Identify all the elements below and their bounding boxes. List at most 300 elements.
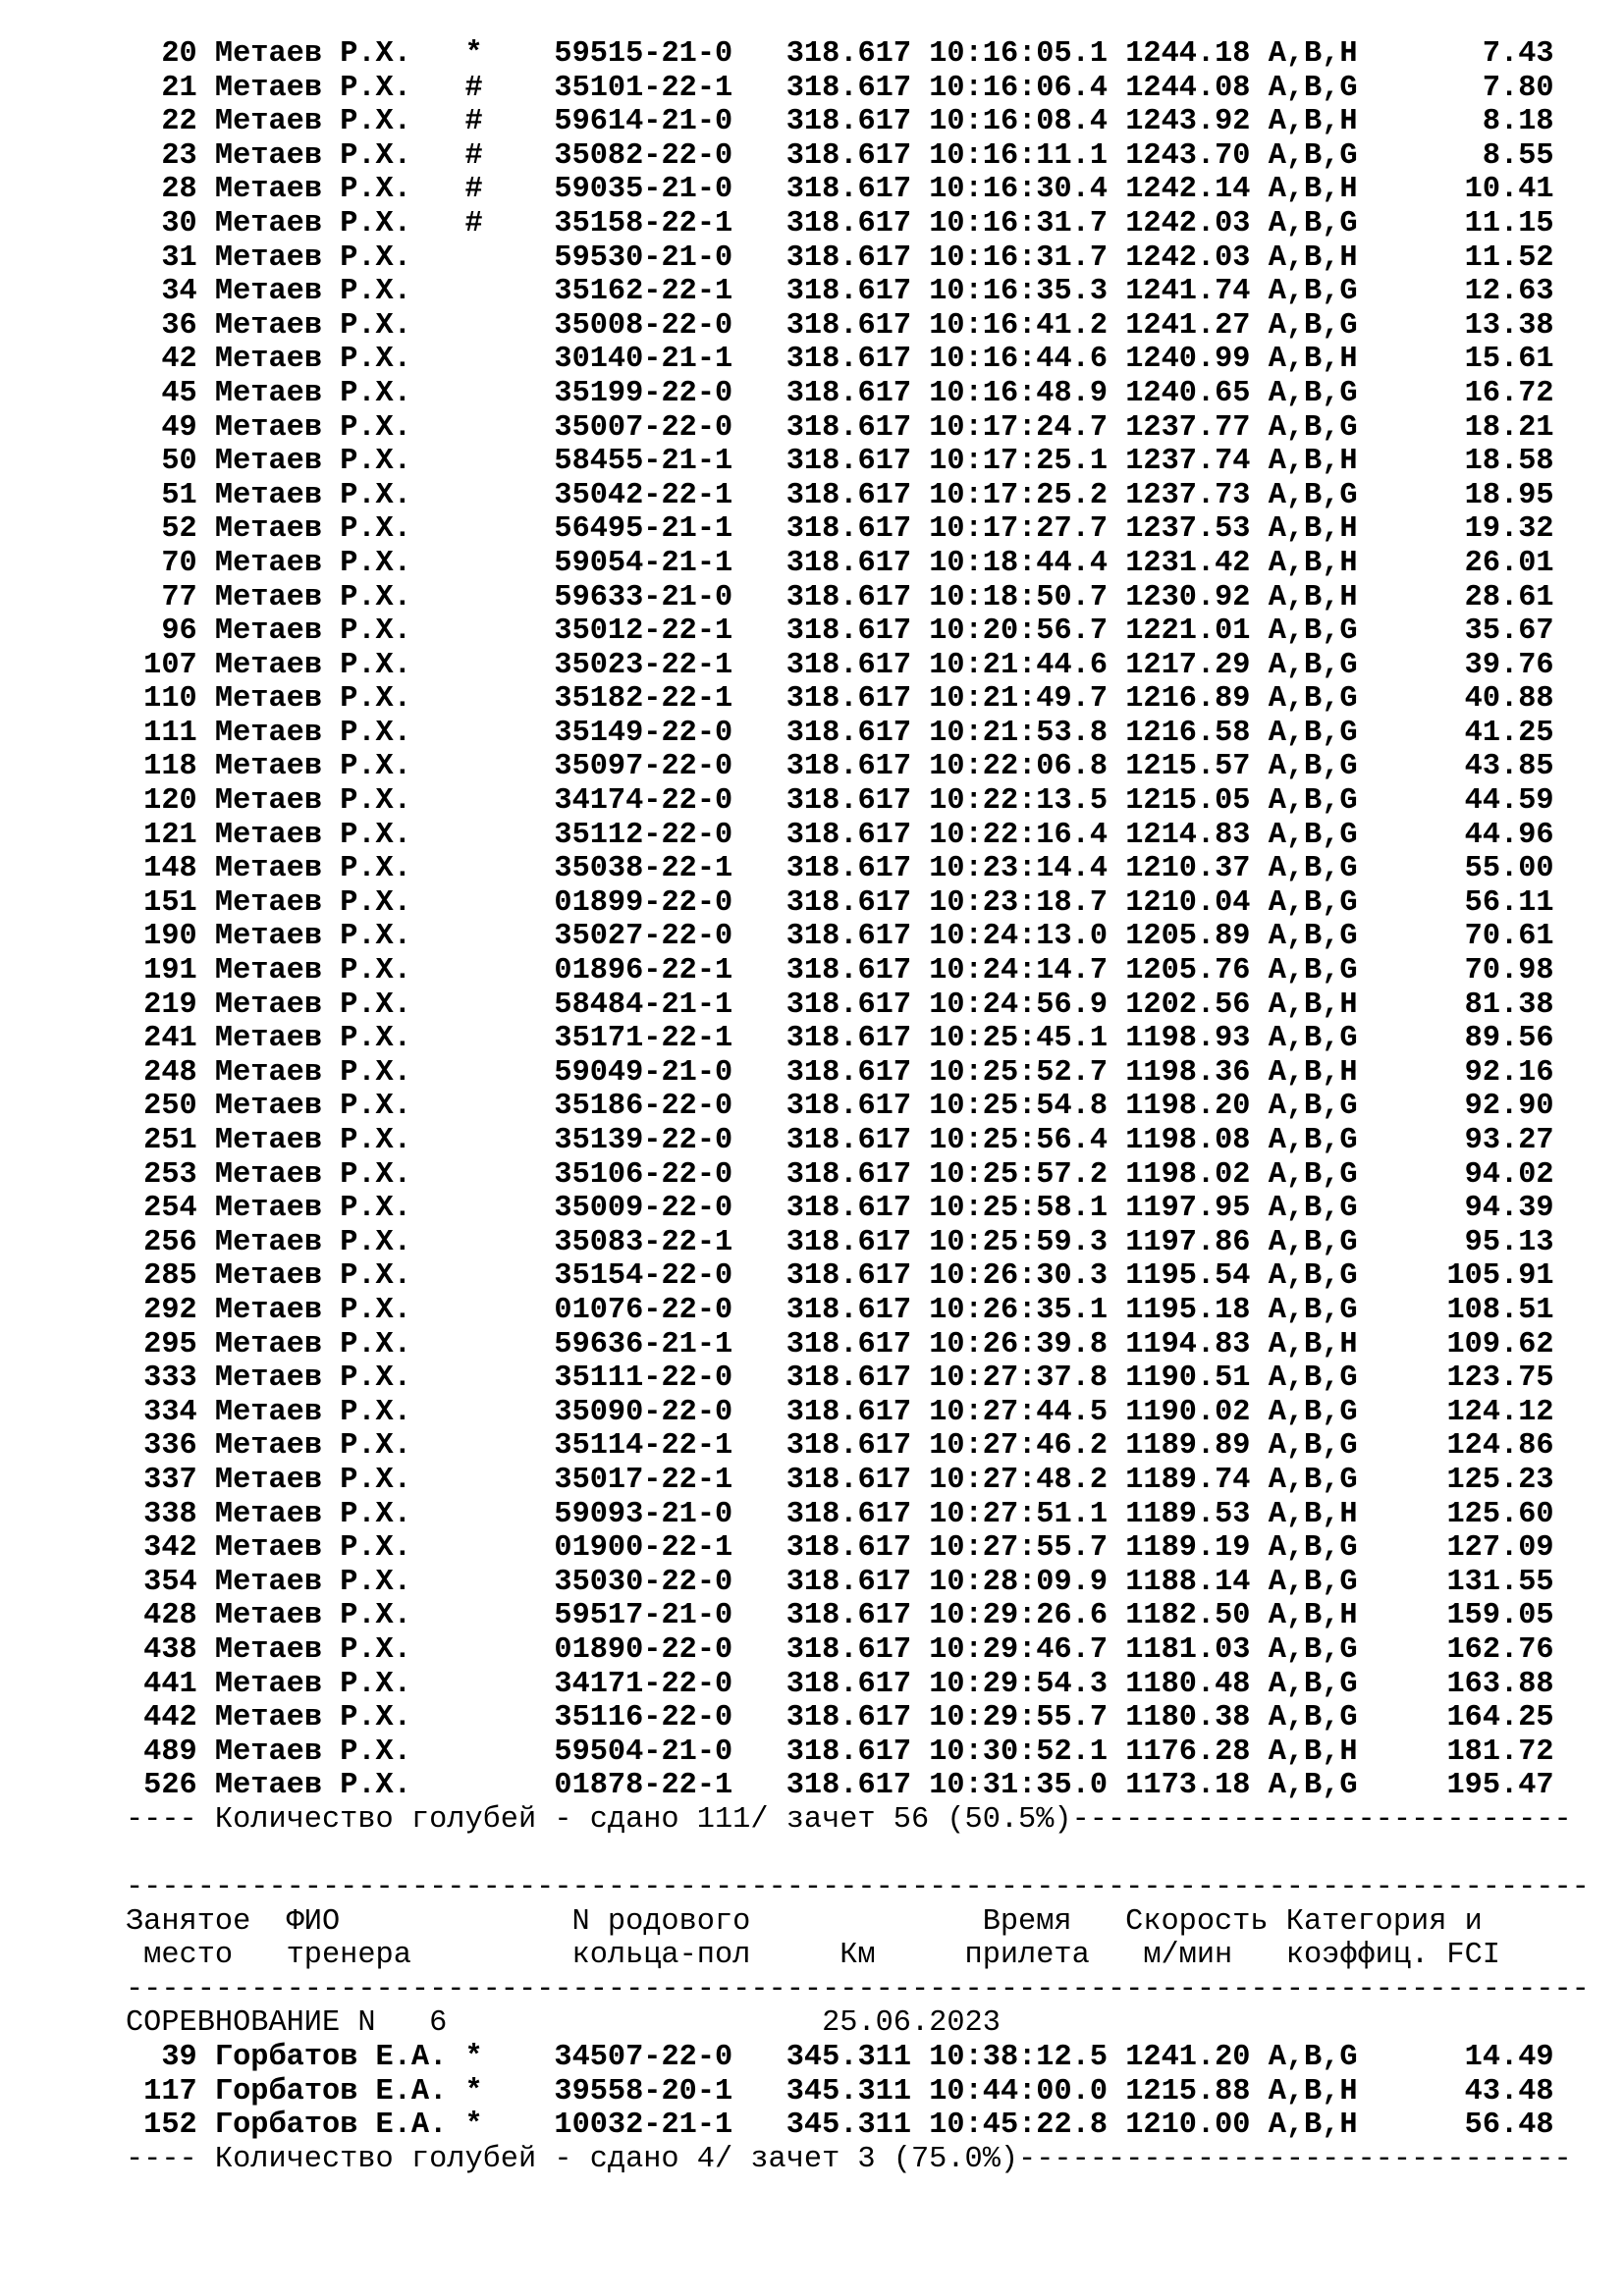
- speed-cell: 1237.53: [1125, 512, 1251, 547]
- name-cell: Метаев Р.Х.: [214, 105, 465, 139]
- result-row: [126, 581, 1598, 615]
- km-cell: 318.617: [785, 105, 912, 139]
- time-cell: 10:17:27.7: [929, 512, 1109, 547]
- place-cell: 77: [126, 580, 197, 614]
- fci-cell: 163.88: [1357, 1667, 1554, 1701]
- speed-cell: 1237.74: [1125, 445, 1251, 479]
- fci-cell: 70.61: [1357, 920, 1554, 954]
- name-cell: Метаев Р.Х.: [214, 138, 465, 173]
- mark-cell: [464, 886, 482, 920]
- speed-cell: 1205.89: [1125, 920, 1251, 954]
- time-cell: 10:21:44.6: [929, 648, 1109, 682]
- place-cell: 190: [126, 920, 197, 954]
- fci-cell: 93.27: [1357, 1124, 1554, 1157]
- category-cell: A,B,G: [1268, 2041, 1358, 2075]
- speed-cell: 1215.57: [1125, 750, 1251, 784]
- mark-cell: [464, 1192, 482, 1225]
- place-cell: 110: [126, 682, 197, 717]
- mark-cell: [464, 750, 482, 783]
- category-cell: A,B,G: [1268, 1259, 1358, 1294]
- time-cell: 10:17:25.1: [929, 445, 1109, 479]
- ring-cell: 56495-21-1: [554, 512, 733, 547]
- speed-cell: 1216.89: [1125, 682, 1251, 717]
- fci-cell: 10.41: [1357, 173, 1554, 207]
- time-cell: 10:22:06.8: [929, 750, 1109, 784]
- time-cell: 10:25:45.1: [929, 1022, 1109, 1056]
- result-row: [126, 1294, 1598, 1328]
- name-cell: Метаев Р.Х.: [214, 1055, 465, 1090]
- km-cell: 318.617: [785, 343, 912, 377]
- result-row: [126, 920, 1598, 954]
- time-cell: 10:25:54.8: [929, 1090, 1109, 1124]
- name-cell: Метаев Р.Х.: [214, 920, 465, 954]
- ring-cell: 34171-22-0: [554, 1667, 733, 1701]
- mark-cell: [464, 377, 482, 410]
- mark-cell: [464, 1769, 482, 1802]
- speed-cell: 1231.42: [1125, 546, 1251, 580]
- ring-cell: 35154-22-0: [554, 1259, 733, 1294]
- fci-cell: 16.72: [1357, 376, 1554, 410]
- time-cell: 10:17:25.2: [929, 478, 1109, 512]
- name-cell: Метаев Р.Х.: [214, 1192, 465, 1226]
- km-cell: 318.617: [785, 614, 912, 649]
- result-row: [126, 682, 1598, 717]
- mark-cell: #: [464, 173, 483, 207]
- ring-cell: 01896-22-1: [554, 954, 733, 988]
- name-cell: Метаев Р.Х.: [214, 343, 465, 377]
- result-row: [126, 1056, 1598, 1091]
- category-cell: A,B,G: [1268, 1632, 1358, 1667]
- time-cell: 10:23:18.7: [929, 885, 1109, 920]
- column-header-line2: место тренера кольца-пол Км прилета м/мин коэффиц. FCI: [126, 1939, 1500, 1973]
- time-cell: 10:26:35.1: [929, 1293, 1109, 1327]
- result-row: [126, 649, 1598, 683]
- speed-cell: 1243.70: [1125, 138, 1251, 173]
- mark-cell: [464, 512, 482, 546]
- mark-cell: [464, 682, 482, 716]
- speed-cell: 1202.56: [1125, 988, 1251, 1022]
- category-cell: A,B,G: [1268, 1463, 1358, 1497]
- km-cell: 318.617: [785, 71, 912, 105]
- km-cell: 318.617: [785, 1429, 912, 1464]
- result-row: [126, 445, 1598, 479]
- time-cell: 10:16:48.9: [929, 376, 1109, 410]
- mark-cell: #: [464, 71, 483, 105]
- speed-cell: 1181.03: [1125, 1632, 1251, 1667]
- results-document: [126, 37, 1598, 2176]
- time-cell: 10:27:51.1: [929, 1497, 1109, 1531]
- result-row: [126, 377, 1598, 411]
- place-cell: 31: [126, 240, 197, 275]
- km-cell: 318.617: [785, 1192, 912, 1226]
- category-cell: A,B,G: [1268, 1565, 1358, 1599]
- name-cell: Метаев Р.Х.: [214, 682, 465, 717]
- ring-cell: 39558-20-1: [554, 2074, 733, 2109]
- result-row: [126, 1158, 1598, 1193]
- place-cell: 52: [126, 512, 197, 547]
- category-cell: A,B,G: [1268, 1701, 1358, 1735]
- km-cell: 318.617: [785, 512, 912, 547]
- time-cell: 10:25:59.3: [929, 1225, 1109, 1259]
- name-cell: Метаев Р.Х.: [214, 580, 465, 614]
- mark-cell: [464, 819, 482, 852]
- speed-cell: 1180.48: [1125, 1667, 1251, 1701]
- km-cell: 345.311: [785, 2041, 912, 2075]
- fci-cell: 105.91: [1357, 1259, 1554, 1294]
- name-cell: Горбатов Е.А.: [214, 2109, 465, 2143]
- category-cell: A,B,H: [1268, 343, 1358, 377]
- category-cell: A,B,G: [1268, 1667, 1358, 1701]
- fci-cell: 19.32: [1357, 512, 1554, 547]
- speed-cell: 1230.92: [1125, 580, 1251, 614]
- fci-cell: 195.47: [1357, 1769, 1554, 1803]
- header-rule-bottom: ----------------------------------------------------------------------------------: [126, 1972, 1590, 2006]
- category-cell: A,B,G: [1268, 1362, 1358, 1396]
- fci-cell: 8.18: [1357, 105, 1554, 139]
- category-cell: A,B,G: [1268, 784, 1358, 819]
- speed-cell: 1176.28: [1125, 1735, 1251, 1769]
- speed-cell: 1216.58: [1125, 716, 1251, 750]
- mark-cell: #: [464, 138, 483, 173]
- km-cell: 318.617: [785, 1157, 912, 1192]
- ring-cell: 35082-22-0: [554, 138, 733, 173]
- mark-cell: [464, 954, 482, 988]
- name-cell: Метаев Р.Х.: [214, 614, 465, 649]
- fci-cell: 162.76: [1357, 1632, 1554, 1667]
- place-cell: 333: [126, 1362, 197, 1396]
- mark-cell: [464, 1633, 482, 1667]
- time-cell: 10:24:13.0: [929, 920, 1109, 954]
- speed-cell: 1188.14: [1125, 1565, 1251, 1599]
- fci-cell: 8.55: [1357, 138, 1554, 173]
- category-cell: A,B,H: [1268, 2074, 1358, 2109]
- place-cell: 34: [126, 275, 197, 309]
- km-cell: 318.617: [785, 1735, 912, 1769]
- place-cell: 51: [126, 478, 197, 512]
- result-row: [126, 1531, 1598, 1566]
- place-cell: 121: [126, 818, 197, 852]
- km-cell: 318.617: [785, 1293, 912, 1327]
- km-cell: 318.617: [785, 1055, 912, 1090]
- fci-cell: 108.51: [1357, 1293, 1554, 1327]
- speed-cell: 1198.20: [1125, 1090, 1251, 1124]
- competition-heading: [126, 2006, 1598, 2041]
- mark-cell: *: [464, 37, 483, 71]
- name-cell: Метаев Р.Х.: [214, 1157, 465, 1192]
- place-cell: 253: [126, 1157, 197, 1192]
- fci-cell: 95.13: [1357, 1225, 1554, 1259]
- speed-cell: 1189.19: [1125, 1531, 1251, 1566]
- ring-cell: 35186-22-0: [554, 1090, 733, 1124]
- ring-cell: 35114-22-1: [554, 1429, 733, 1464]
- mark-cell: [464, 1498, 482, 1531]
- km-cell: 318.617: [785, 920, 912, 954]
- category-cell: A,B,G: [1268, 852, 1358, 886]
- time-cell: 10:18:50.7: [929, 580, 1109, 614]
- km-cell: 318.617: [785, 784, 912, 819]
- name-cell: Метаев Р.Х.: [214, 1090, 465, 1124]
- speed-cell: 1244.18: [1125, 37, 1251, 71]
- section1-summary: ---- Количество голубей - сдано 111/ зачет 56 (50.5%)----------------------------: [126, 1802, 1572, 1837]
- category-cell: A,B,H: [1268, 546, 1358, 580]
- place-cell: 117: [126, 2074, 197, 2109]
- time-cell: 10:16:08.4: [929, 105, 1109, 139]
- category-cell: A,B,G: [1268, 1225, 1358, 1259]
- km-cell: 345.311: [785, 2109, 912, 2143]
- fci-cell: 92.90: [1357, 1090, 1554, 1124]
- name-cell: Горбатов Е.А.: [214, 2041, 465, 2075]
- fci-cell: 13.38: [1357, 308, 1554, 343]
- result-row: [126, 750, 1598, 784]
- result-row: [126, 72, 1598, 106]
- mark-cell: [464, 1735, 482, 1769]
- mark-cell: [464, 547, 482, 580]
- name-cell: Метаев Р.Х.: [214, 1293, 465, 1327]
- fci-cell: 55.00: [1357, 852, 1554, 886]
- speed-cell: 1237.77: [1125, 410, 1251, 445]
- fci-cell: 159.05: [1357, 1599, 1554, 1633]
- km-cell: 318.617: [785, 275, 912, 309]
- result-row: [126, 547, 1598, 581]
- place-cell: 285: [126, 1259, 197, 1294]
- mark-cell: [464, 1668, 482, 1701]
- name-cell: Метаев Р.Х.: [214, 852, 465, 886]
- ring-cell: 34507-22-0: [554, 2041, 733, 2075]
- name-cell: Метаев Р.Х.: [214, 818, 465, 852]
- name-cell: Метаев Р.Х.: [214, 173, 465, 207]
- speed-cell: 1205.76: [1125, 954, 1251, 988]
- speed-cell: 1221.01: [1125, 614, 1251, 649]
- fci-cell: 123.75: [1357, 1362, 1554, 1396]
- result-row: [126, 2041, 1598, 2075]
- result-row: [126, 1090, 1598, 1124]
- km-cell: 318.617: [785, 1395, 912, 1429]
- place-cell: 22: [126, 105, 197, 139]
- ring-cell: 35139-22-0: [554, 1124, 733, 1157]
- category-cell: A,B,H: [1268, 105, 1358, 139]
- result-row: [126, 1735, 1598, 1770]
- place-cell: 30: [126, 206, 197, 240]
- place-cell: 148: [126, 852, 197, 886]
- result-row: [126, 1633, 1598, 1668]
- mark-cell: [464, 1056, 482, 1090]
- time-cell: 10:16:30.4: [929, 173, 1109, 207]
- km-cell: 318.617: [785, 954, 912, 988]
- name-cell: Горбатов Е.А.: [214, 2074, 465, 2109]
- ring-cell: 59530-21-0: [554, 240, 733, 275]
- km-cell: 318.617: [785, 1497, 912, 1531]
- speed-cell: 1198.02: [1125, 1157, 1251, 1192]
- fci-cell: 92.16: [1357, 1055, 1554, 1090]
- fci-cell: 127.09: [1357, 1531, 1554, 1566]
- mark-cell: [464, 411, 482, 445]
- speed-cell: 1189.89: [1125, 1429, 1251, 1464]
- place-cell: 337: [126, 1463, 197, 1497]
- name-cell: Метаев Р.Х.: [214, 1022, 465, 1056]
- speed-cell: 1194.83: [1125, 1327, 1251, 1362]
- time-cell: 10:27:44.5: [929, 1395, 1109, 1429]
- km-cell: 318.617: [785, 410, 912, 445]
- category-cell: A,B,G: [1268, 1293, 1358, 1327]
- km-cell: 318.617: [785, 1701, 912, 1735]
- fci-cell: 35.67: [1357, 614, 1554, 649]
- result-row: [126, 1599, 1598, 1633]
- time-cell: 10:30:52.1: [929, 1735, 1109, 1769]
- ring-cell: 59515-21-0: [554, 37, 733, 71]
- category-cell: A,B,G: [1268, 1124, 1358, 1157]
- result-row: [126, 784, 1598, 819]
- name-cell: Метаев Р.Х.: [214, 1769, 465, 1803]
- time-cell: 10:16:35.3: [929, 275, 1109, 309]
- ring-cell: 35007-22-0: [554, 410, 733, 445]
- fci-cell: 15.61: [1357, 343, 1554, 377]
- place-cell: 292: [126, 1293, 197, 1327]
- km-cell: 318.617: [785, 885, 912, 920]
- speed-cell: 1198.36: [1125, 1055, 1251, 1090]
- ring-cell: 59093-21-0: [554, 1497, 733, 1531]
- result-row: [126, 1396, 1598, 1430]
- fci-cell: 18.58: [1357, 445, 1554, 479]
- mark-cell: [464, 581, 482, 614]
- name-cell: Метаев Р.Х.: [214, 512, 465, 547]
- time-cell: 10:21:49.7: [929, 682, 1109, 717]
- result-row: [126, 1328, 1598, 1362]
- mark-cell: [464, 1429, 482, 1463]
- ring-cell: 35009-22-0: [554, 1192, 733, 1226]
- km-cell: 318.617: [785, 1667, 912, 1701]
- speed-cell: 1240.99: [1125, 343, 1251, 377]
- place-cell: 36: [126, 308, 197, 343]
- ring-cell: 35090-22-0: [554, 1395, 733, 1429]
- ring-cell: 35171-22-1: [554, 1022, 733, 1056]
- mark-cell: [464, 1226, 482, 1259]
- category-cell: A,B,G: [1268, 954, 1358, 988]
- place-cell: 49: [126, 410, 197, 445]
- category-cell: A,B,H: [1268, 1327, 1358, 1362]
- name-cell: Метаев Р.Х.: [214, 308, 465, 343]
- time-cell: 10:26:30.3: [929, 1259, 1109, 1294]
- category-cell: A,B,G: [1268, 206, 1358, 240]
- category-cell: A,B,G: [1268, 682, 1358, 717]
- speed-cell: 1240.65: [1125, 376, 1251, 410]
- time-cell: 10:31:35.0: [929, 1769, 1109, 1803]
- name-cell: Метаев Р.Х.: [214, 1565, 465, 1599]
- fci-cell: 131.55: [1357, 1565, 1554, 1599]
- result-row: [126, 1022, 1598, 1056]
- result-row: [126, 37, 1598, 72]
- fci-cell: 70.98: [1357, 954, 1554, 988]
- ring-cell: 35023-22-1: [554, 648, 733, 682]
- name-cell: Метаев Р.Х.: [214, 376, 465, 410]
- time-cell: 10:29:46.7: [929, 1632, 1109, 1667]
- fci-cell: 39.76: [1357, 648, 1554, 682]
- time-cell: 10:25:57.2: [929, 1157, 1109, 1192]
- fci-cell: 94.02: [1357, 1157, 1554, 1192]
- name-cell: Метаев Р.Х.: [214, 1259, 465, 1294]
- ring-cell: 59614-21-0: [554, 105, 733, 139]
- speed-cell: 1198.08: [1125, 1124, 1251, 1157]
- km-cell: 318.617: [785, 1259, 912, 1294]
- name-cell: Метаев Р.Х.: [214, 784, 465, 819]
- category-cell: A,B,H: [1268, 1599, 1358, 1633]
- km-cell: 318.617: [785, 1769, 912, 1803]
- mark-cell: [464, 1396, 482, 1429]
- ring-cell: 01076-22-0: [554, 1293, 733, 1327]
- ring-cell: 35017-22-1: [554, 1463, 733, 1497]
- category-cell: A,B,G: [1268, 1157, 1358, 1192]
- ring-cell: 34174-22-0: [554, 784, 733, 819]
- speed-cell: 1197.86: [1125, 1225, 1251, 1259]
- place-cell: 342: [126, 1531, 197, 1566]
- mark-cell: [464, 649, 482, 682]
- result-row: [126, 309, 1598, 344]
- section1-results: [126, 37, 1598, 1803]
- speed-cell: 1242.03: [1125, 240, 1251, 275]
- mark-cell: [464, 1294, 482, 1327]
- ring-cell: 10032-21-1: [554, 2109, 733, 2143]
- result-row: [126, 173, 1598, 207]
- fci-cell: 43.48: [1357, 2074, 1554, 2109]
- fci-cell: 181.72: [1357, 1735, 1554, 1769]
- speed-cell: 1241.27: [1125, 308, 1251, 343]
- place-cell: 45: [126, 376, 197, 410]
- mark-cell: #: [464, 206, 483, 240]
- mark-cell: [464, 1124, 482, 1157]
- result-row: [126, 275, 1598, 309]
- time-cell: 10:29:26.6: [929, 1599, 1109, 1633]
- speed-cell: 1210.37: [1125, 852, 1251, 886]
- mark-cell: [464, 1531, 482, 1565]
- place-cell: 191: [126, 954, 197, 988]
- ring-cell: 35042-22-1: [554, 478, 733, 512]
- place-cell: 152: [126, 2109, 197, 2143]
- ring-cell: 35083-22-1: [554, 1225, 733, 1259]
- place-cell: 438: [126, 1632, 197, 1667]
- category-cell: A,B,H: [1268, 1497, 1358, 1531]
- time-cell: 10:16:31.7: [929, 240, 1109, 275]
- category-cell: A,B,H: [1268, 988, 1358, 1022]
- section2-results: [126, 2041, 1598, 2143]
- time-cell: 10:27:48.2: [929, 1463, 1109, 1497]
- km-cell: 318.617: [785, 1022, 912, 1056]
- mark-cell: [464, 988, 482, 1022]
- result-row: [126, 1464, 1598, 1498]
- name-cell: Метаев Р.Х.: [214, 648, 465, 682]
- mark-cell: [464, 1701, 482, 1735]
- time-cell: 10:27:55.7: [929, 1531, 1109, 1566]
- place-cell: 441: [126, 1667, 197, 1701]
- name-cell: Метаев Р.Х.: [214, 71, 465, 105]
- result-row: [126, 241, 1598, 276]
- category-cell: A,B,G: [1268, 308, 1358, 343]
- name-cell: Метаев Р.Х.: [214, 1632, 465, 1667]
- speed-cell: 1190.51: [1125, 1362, 1251, 1396]
- mark-cell: [464, 920, 482, 953]
- category-cell: A,B,H: [1268, 173, 1358, 207]
- ring-cell: 35116-22-0: [554, 1701, 733, 1735]
- place-cell: 428: [126, 1599, 197, 1633]
- time-cell: 10:44:00.0: [929, 2074, 1109, 2109]
- competition-date: 25.06.2023: [822, 2006, 1001, 2041]
- km-cell: 318.617: [785, 478, 912, 512]
- category-cell: A,B,G: [1268, 376, 1358, 410]
- name-cell: Метаев Р.Х.: [214, 206, 465, 240]
- name-cell: Метаев Р.Х.: [214, 1225, 465, 1259]
- name-cell: Метаев Р.Х.: [214, 1395, 465, 1429]
- category-cell: A,B,G: [1268, 410, 1358, 445]
- speed-cell: 1241.74: [1125, 275, 1251, 309]
- km-cell: 318.617: [785, 716, 912, 750]
